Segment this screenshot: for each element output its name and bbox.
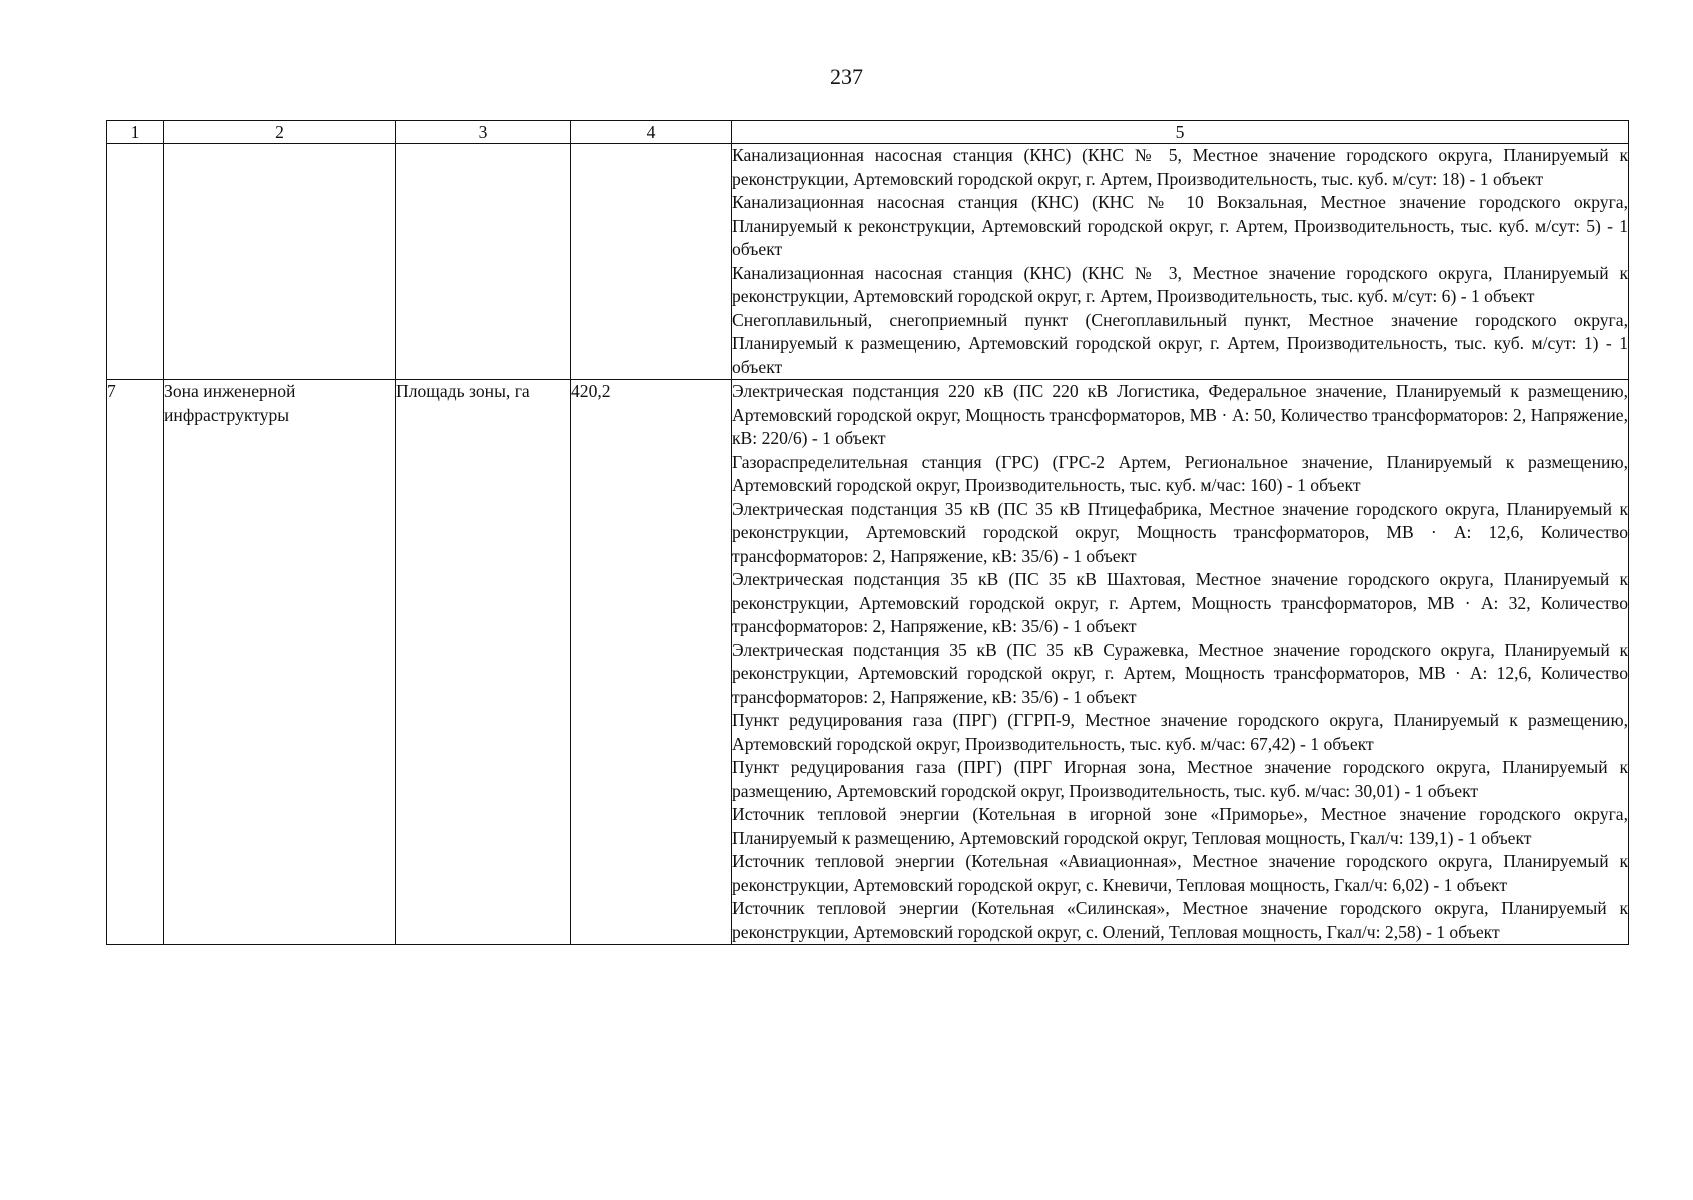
object-item: Канализационная насосная станция (КНС) (КНС № 3, Местное значение городского округа, Планируемый к реконструкции, Артемовский городской округ, г. Артем, Производительность, тыс. куб. м/сут: 6) - 1 объект <box>732 262 1628 306</box>
zones-table <box>106 120 1629 945</box>
column-number-3: 3 <box>396 121 571 144</box>
object-item: Источник тепловой энергии (Котельная «Авиационная», Местное значение городского округа, Планируемый к реконструкции, Артемовский городской округ, с. Кневичи, Тепловая мощность, Гкал/ч: 6,02) - 1 объект <box>732 851 1628 895</box>
parameter-cell: Площадь зоны, га <box>396 380 571 945</box>
column-number-2: 2 <box>164 121 396 144</box>
object-item: Канализационная насосная станция (КНС) (КНС № 5, Местное значение городского округа, Планируемый к реконструкции, Артемовский городской округ, г. Артем, Производительность, тыс. куб. м/сут: 18) - 1 объект <box>732 145 1628 189</box>
object-item: Электрическая подстанция 220 кВ (ПС 220 кВ Логистика, Федеральное значение, Планируемый к размещению, Артемовский городской округ, Мощность трансформаторов, МВ · А: 50, Количество трансформаторов: 2, Напряжение, кВ: 220/6) - 1 объект <box>732 381 1628 448</box>
value-cell <box>571 144 732 380</box>
table-row <box>107 144 1629 380</box>
value-cell: 420,2 <box>571 380 732 945</box>
table-row <box>107 380 1629 945</box>
column-number-5: 5 <box>732 121 1629 144</box>
zone-name-cell: Зона инженерной инфраструктуры <box>164 380 396 945</box>
column-number-4: 4 <box>571 121 732 144</box>
objects-cell <box>732 380 1629 945</box>
object-item: Пункт редуцирования газа (ПРГ) (ПРГ Игорная зона, Местное значение городского округа, Планируемый к размещению, Артемовский городской округ, Производительность, тыс. куб. м/час: 30,01) - 1 объект <box>732 757 1628 801</box>
parameter-cell <box>396 144 571 380</box>
object-item: Источник тепловой энергии (Котельная «Силинская», Местное значение городского округа, Планируемый к реконструкции, Артемовский городской округ, с. Олений, Тепловая мощность, Гкал/ч: 2,58) - 1 объект <box>732 898 1628 942</box>
object-item: Канализационная насосная станция (КНС) (КНС № 10 Вокзальная, Местное значение городского округа, Планируемый к реконструкции, Артемовский городской округ, г. Артем, Производительность, тыс. куб. м/сут: 5) - 1 объект <box>732 192 1628 259</box>
column-number-1: 1 <box>107 121 164 144</box>
object-item: Снегоплавильный, снегоприемный пункт (Снегоплавильный пункт, Местное значение городского округа, Планируемый к размещению, Артемовский городской округ, г. Артем, Производительность, тыс. куб. м/сут: 1) - 1 объект <box>732 309 1628 377</box>
column-number-row <box>107 121 1629 144</box>
object-item: Электрическая подстанция 35 кВ (ПС 35 кВ Птицефабрика, Местное значение городского округа, Планируемый к реконструкции, Артемовский городской округ, Мощность трансформаторов, МВ · А: 12,6, Количество трансформаторов: 2, Напряжение, кВ: 35/6) - 1 объект <box>732 498 1628 566</box>
object-item: Электрическая подстанция 35 кВ (ПС 35 кВ Суражевка, Местное значение городского округа, Планируемый к реконструкции, Артемовский городской округ, г. Артем, Мощность трансформаторов, МВ · А: 12,6, Количество трансформаторов: 2, Напряжение, кВ: 35/6) - 1 объект <box>732 639 1628 707</box>
zone-name-cell <box>164 144 396 380</box>
row-number-cell: 7 <box>107 380 164 945</box>
object-item: Электрическая подстанция 35 кВ (ПС 35 кВ Шахтовая, Местное значение городского округа, Планируемый к реконструкции, Артемовский городской округ, г. Артем, Мощность трансформаторов, МВ · А: 32, Количество трансформаторов: 2, Напряжение, кВ: 35/6) - 1 объект <box>732 569 1628 636</box>
object-item: Пункт редуцирования газа (ПРГ) (ГГРП-9, Местное значение городского округа, Планируемый к размещению, Артемовский городской округ, Производительность, тыс. куб. м/час: 67,42) - 1 объект <box>732 710 1628 754</box>
objects-cell <box>732 144 1629 380</box>
row-number-cell <box>107 144 164 380</box>
page-number: 237 <box>830 64 863 89</box>
object-item: Газораспределительная станция (ГРС) (ГРС-2 Артем, Региональное значение, Планируемый к размещению, Артемовский городской округ, Производительность, тыс. куб. м/час: 160) - 1 объект <box>732 451 1628 495</box>
object-item: Источник тепловой энергии (Котельная в игорной зоне «Приморье», Местное значение городского округа, Планируемый к размещению, Артемовский городской округ, Тепловая мощность, Гкал/ч: 139,1) - 1 объект <box>732 804 1628 848</box>
